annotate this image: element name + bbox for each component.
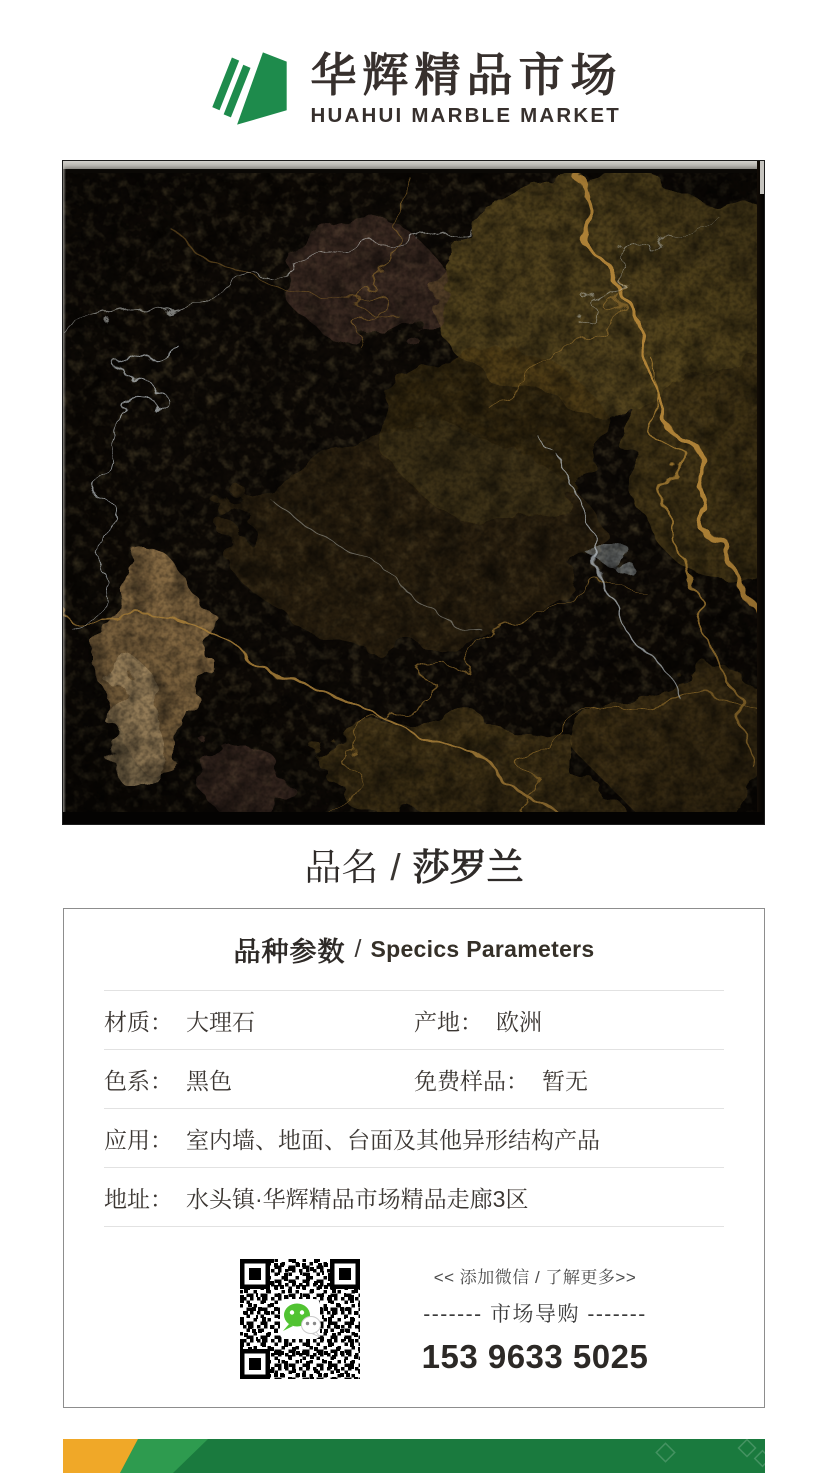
spec-row-address bbox=[104, 1168, 724, 1227]
spec-value: 欧洲 bbox=[496, 1008, 542, 1035]
brand-name-zh: 华辉精品市场 bbox=[310, 48, 623, 101]
spec-value: 室内墙、地面、台面及其他异形结构产品 bbox=[186, 1126, 600, 1153]
spec-value: 水头镇·华辉精品市场精品走廊3区 bbox=[186, 1185, 529, 1212]
contact-phone-number: 153 9633 5025 bbox=[421, 1337, 649, 1375]
contact-text-block bbox=[410, 1263, 660, 1376]
spec-value: 黑色 bbox=[186, 1067, 232, 1094]
spec-label: 材质： bbox=[104, 1008, 173, 1035]
wechat-icon bbox=[280, 1299, 321, 1339]
spec-label: 色系： bbox=[104, 1067, 173, 1094]
spec-label: 产地： bbox=[414, 1008, 483, 1035]
spec-title-en: Specics Parameters bbox=[370, 936, 595, 962]
product-title-separator: / bbox=[390, 847, 401, 888]
spec-cell-origin bbox=[414, 1004, 724, 1037]
product-name: 莎罗兰 bbox=[412, 847, 524, 888]
spec-title-zh: 品种参数 bbox=[233, 937, 346, 967]
spec-label: 免费样品： bbox=[414, 1067, 529, 1094]
wechat-hint-text: << 添加微信 / 了解更多>> bbox=[433, 1267, 637, 1287]
product-title bbox=[0, 843, 828, 893]
market-guide-label: ------- 市场导购 ------- bbox=[423, 1302, 647, 1326]
spec-value: 暂无 bbox=[542, 1067, 588, 1094]
brand-name-block bbox=[311, 49, 623, 129]
spec-row-application bbox=[104, 1109, 724, 1168]
spec-card bbox=[63, 908, 765, 1408]
spec-cell-application bbox=[104, 1122, 600, 1155]
spec-row-color-sample bbox=[104, 1050, 724, 1109]
spec-row-material-origin bbox=[104, 991, 724, 1050]
brand-header bbox=[0, 42, 828, 135]
wechat-qr-code bbox=[236, 1255, 364, 1383]
spec-cell-free-sample bbox=[414, 1063, 724, 1096]
spec-cell-address bbox=[104, 1181, 528, 1214]
brand-name-en: HUAHUI MARBLE MARKET bbox=[310, 104, 621, 128]
spec-title-separator: / bbox=[354, 935, 362, 963]
product-title-label: 品名 bbox=[304, 847, 379, 888]
spec-cell-material bbox=[104, 1004, 414, 1037]
spec-label: 应用： bbox=[104, 1126, 173, 1153]
spec-cell-color bbox=[104, 1063, 414, 1096]
spec-label: 地址： bbox=[104, 1185, 173, 1212]
spec-value: 大理石 bbox=[186, 1008, 255, 1035]
contact-section bbox=[104, 1227, 724, 1411]
marble-slab-image bbox=[62, 160, 765, 825]
spec-card-title bbox=[104, 909, 724, 991]
huahui-logo-icon bbox=[206, 42, 294, 135]
footer-color-bar bbox=[63, 1439, 765, 1473]
